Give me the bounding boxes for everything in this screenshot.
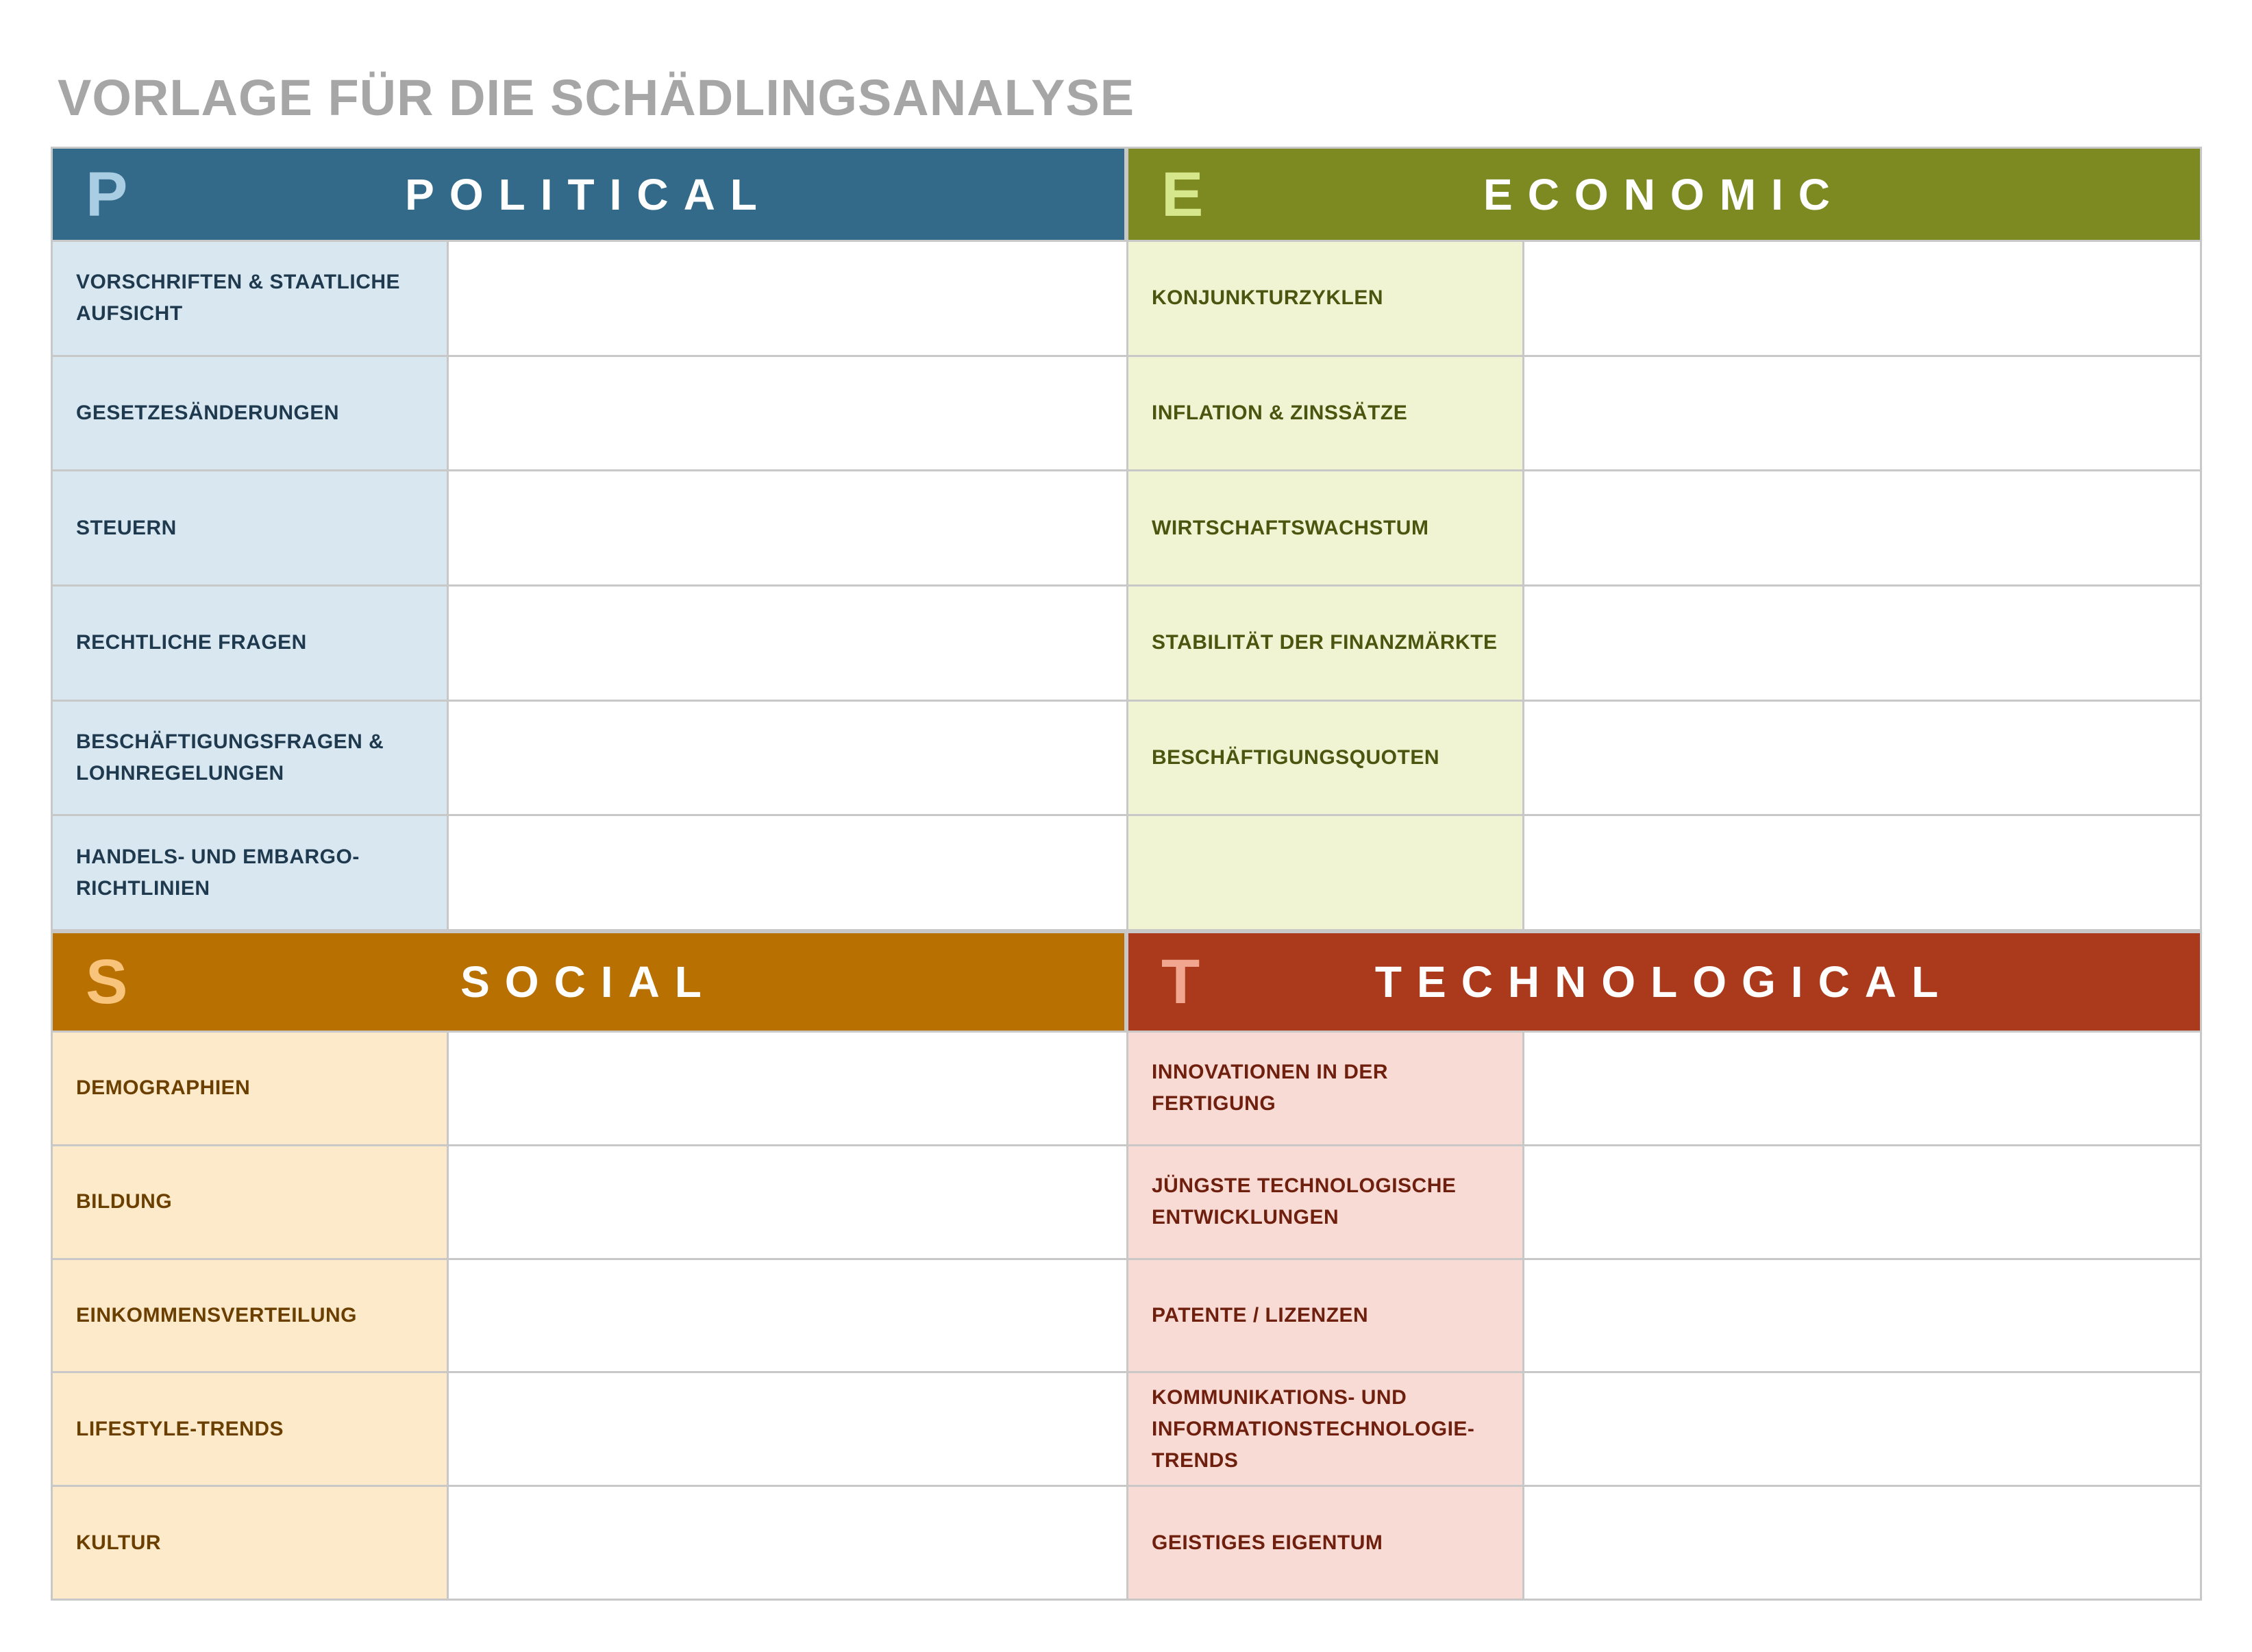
row-input-cell[interactable] bbox=[449, 587, 1126, 700]
political-letter: P bbox=[86, 159, 128, 230]
row-input-cell[interactable] bbox=[449, 357, 1126, 470]
row-label: EINKOMMENSVERTEILUNG bbox=[53, 1260, 449, 1372]
technological-quadrant bbox=[1126, 931, 2202, 1601]
table-row bbox=[51, 1144, 1126, 1258]
row-label: PATENTE / LIZENZEN bbox=[1128, 1260, 1524, 1372]
row-input-cell[interactable] bbox=[1524, 1373, 2200, 1485]
row-input-cell[interactable] bbox=[449, 1033, 1126, 1144]
table-row bbox=[51, 355, 1126, 470]
economic-letter: E bbox=[1161, 159, 1204, 230]
row-input-cell[interactable] bbox=[1524, 1487, 2200, 1599]
political-title: POLITICAL bbox=[405, 169, 772, 219]
row-label: KONJUNKTURZYKLEN bbox=[1128, 242, 1524, 355]
table-row bbox=[1126, 1371, 2202, 1485]
row-label: GEISTIGES EIGENTUM bbox=[1128, 1487, 1524, 1599]
row-label: BESCHÄFTIGUNGSFRAGEN & LOHNREGELUNGEN bbox=[53, 702, 449, 815]
row-label: INFLATION & ZINSSÄTZE bbox=[1128, 357, 1524, 470]
social-rows bbox=[51, 1031, 1126, 1601]
table-row bbox=[1126, 469, 2202, 584]
row-input-cell[interactable] bbox=[1524, 1260, 2200, 1372]
row-label: BILDUNG bbox=[53, 1146, 449, 1258]
row-label[interactable] bbox=[1128, 816, 1524, 929]
row-input-cell[interactable] bbox=[449, 702, 1126, 815]
table-row bbox=[1126, 584, 2202, 700]
technological-letter: T bbox=[1161, 947, 1200, 1017]
table-row bbox=[1126, 1258, 2202, 1372]
row-input-cell[interactable] bbox=[449, 816, 1126, 929]
table-row bbox=[51, 1485, 1126, 1601]
row-label: GESETZESÄNDERUNGEN bbox=[53, 357, 449, 470]
page-title: VORLAGE FÜR DIE SCHÄDLINGSANALYSE bbox=[58, 69, 1135, 126]
row-input-cell[interactable] bbox=[1524, 1146, 2200, 1258]
row-label: WIRTSCHAFTSWACHSTUM bbox=[1128, 471, 1524, 584]
table-row bbox=[1126, 814, 2202, 931]
social-quadrant bbox=[51, 931, 1126, 1601]
table-row bbox=[51, 1371, 1126, 1485]
social-letter: S bbox=[86, 947, 128, 1017]
row-input-cell[interactable] bbox=[449, 1373, 1126, 1485]
pest-grid bbox=[51, 147, 2202, 1601]
economic-title: ECONOMIC bbox=[1483, 169, 1845, 219]
table-row bbox=[1126, 1485, 2202, 1601]
row-label: HANDELS- UND EMBARGO-RICHTLINIEN bbox=[53, 816, 449, 929]
technological-rows bbox=[1126, 1031, 2202, 1601]
row-label: DEMOGRAPHIEN bbox=[53, 1033, 449, 1144]
row-input-cell[interactable] bbox=[449, 471, 1126, 584]
social-title: SOCIAL bbox=[460, 957, 717, 1007]
table-row bbox=[51, 700, 1126, 815]
table-row bbox=[51, 584, 1126, 700]
economic-quadrant bbox=[1126, 147, 2202, 931]
row-input-cell[interactable] bbox=[1524, 1033, 2200, 1144]
row-input-cell[interactable] bbox=[1524, 357, 2200, 470]
table-row bbox=[1126, 240, 2202, 355]
row-input-cell[interactable] bbox=[1524, 816, 2200, 929]
row-input-cell[interactable] bbox=[1524, 242, 2200, 355]
technological-header bbox=[1126, 931, 2202, 1031]
row-label: JÜNGSTE TECHNOLOGISCHE ENTWICKLUNGEN bbox=[1128, 1146, 1524, 1258]
row-label: STEUERN bbox=[53, 471, 449, 584]
technological-title: TECHNOLOGICAL bbox=[1374, 957, 1954, 1007]
row-input-cell[interactable] bbox=[449, 242, 1126, 355]
row-label: KULTUR bbox=[53, 1487, 449, 1599]
row-input-cell[interactable] bbox=[449, 1146, 1126, 1258]
row-input-cell[interactable] bbox=[1524, 471, 2200, 584]
table-row bbox=[51, 1258, 1126, 1372]
table-row bbox=[1126, 1031, 2202, 1144]
row-input-cell[interactable] bbox=[1524, 587, 2200, 700]
economic-header bbox=[1126, 147, 2202, 240]
row-input-cell[interactable] bbox=[1524, 702, 2200, 815]
table-row bbox=[51, 814, 1126, 931]
row-label: INNOVATIONEN IN DER FERTIGUNG bbox=[1128, 1033, 1524, 1144]
table-row bbox=[1126, 355, 2202, 470]
social-header bbox=[51, 931, 1126, 1031]
table-row bbox=[51, 240, 1126, 355]
table-row bbox=[1126, 700, 2202, 815]
political-header bbox=[51, 147, 1126, 240]
row-input-cell[interactable] bbox=[449, 1487, 1126, 1599]
row-label: RECHTLICHE FRAGEN bbox=[53, 587, 449, 700]
table-row bbox=[1126, 1144, 2202, 1258]
row-label: LIFESTYLE-TRENDS bbox=[53, 1373, 449, 1485]
table-row bbox=[51, 1031, 1126, 1144]
row-label: KOMMUNIKATIONS- UND INFORMATIONSTECHNOLOGIE-TRENDS bbox=[1128, 1373, 1524, 1485]
political-rows bbox=[51, 240, 1126, 931]
political-quadrant bbox=[51, 147, 1126, 931]
row-label: BESCHÄFTIGUNGSQUOTEN bbox=[1128, 702, 1524, 815]
row-label: STABILITÄT DER FINANZMÄRKTE bbox=[1128, 587, 1524, 700]
economic-rows bbox=[1126, 240, 2202, 931]
row-label: VORSCHRIFTEN & STAATLICHE AUFSICHT bbox=[53, 242, 449, 355]
table-row bbox=[51, 469, 1126, 584]
row-input-cell[interactable] bbox=[449, 1260, 1126, 1372]
